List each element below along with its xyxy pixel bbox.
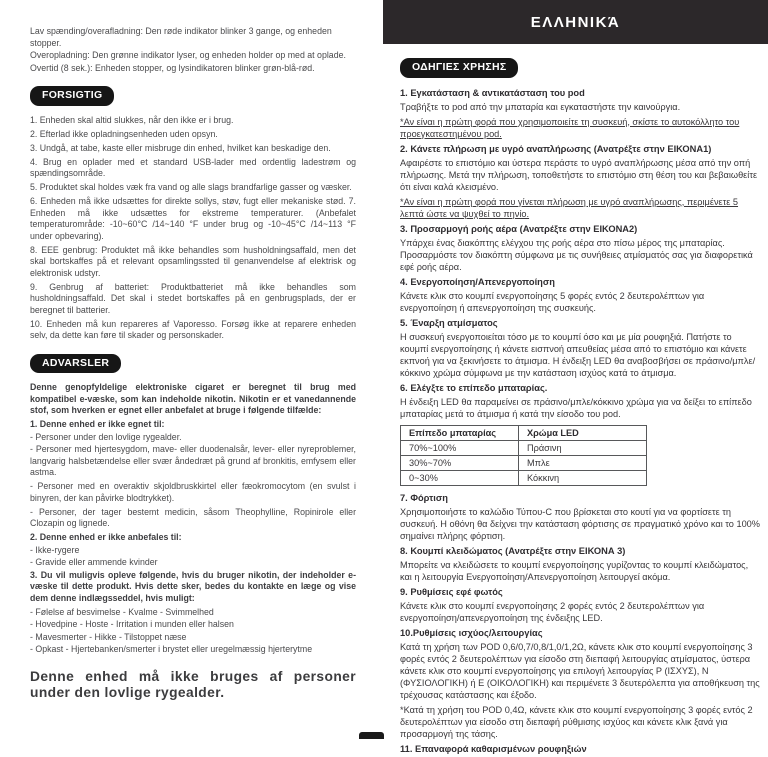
table-cell: Κόκκινη: [519, 470, 647, 485]
warning-list-item: - Personer under den lovlige rygealder.: [30, 431, 182, 442]
caution-item: 8. EEE genbrug: Produktet må ikke behandles som husholdningsaffald, men det skal bortskaffes på et relevant opsamlingssted til genanvendelse af elektrisk og elektronisk udstyr.: [30, 244, 356, 278]
greek-column: [383, 0, 768, 757]
table-row: [401, 470, 647, 485]
greek-content: [383, 44, 768, 755]
section-paragraph: Υπάρχει ένας διακόπτης ελέγχου της ροής αέρα στο πίσω μέρος της μπαταρίας. Προσαρμόστε τον διακόπτη σύμφωνα με τις συνήθειες ατμίσματός σας για διαφορετικά εφέ ροής αέρα.: [400, 237, 753, 272]
warnings-badge-row: [30, 353, 356, 374]
warning-list-item: - Følelse af besvimelse - Kvalme - Svimmelhed: [30, 606, 214, 617]
section-heading: 4. Ενεργοποίηση/Απενεργοποίηση: [400, 276, 555, 287]
section-note-underlined: *Αν είναι η πρώτη φορά που χρησιμοποιείτε τη συσκευή, σκίστε το αυτοκόλλητο του προεγκατεστημένου pod.: [400, 116, 740, 139]
warning-lead-paragraph: Denne genopfyldelige elektroniske cigaret er beregnet til brug med kompatibel e-væske, som kan indeholde nikotin. Nikotin er et vanedannende stof, som hverken er egnet eller anbefalet at bruge i følgende tilfælde:: [30, 382, 356, 415]
caution-badge: FORSIGTIG: [30, 86, 114, 106]
table-header-row: [401, 425, 647, 440]
section-paragraph: Τραβήξτε το pod από την μπαταρία και εγκαταστήστε την καινούργια.: [400, 101, 681, 112]
section-paragraph: Χρησιμοποιήστε το καλώδιο Τύπου-C που βρίσκεται στο κουτί για να φορτίσετε τη συσκευή. Η οθόνη θα δείχνει την κατάσταση φόρτισης σε πραγματικό χρόνο και το 100% σημαίνει πλήρης φόρτιση.: [400, 506, 760, 541]
warning-list-item: - Ikke-rygere: [30, 544, 80, 555]
section-heading: 6. Ελέγξτε το επίπεδο μπαταρίας.: [400, 382, 548, 393]
warning-list-item: - Gravide eller ammende kvinder: [30, 557, 158, 567]
table-header-cell: Χρώμα LED: [519, 425, 647, 440]
section-heading: 11. Επαναφορά καθαρισμένων ρουφηξιών: [400, 743, 587, 754]
section-heading: 9. Ρυθμίσεις εφέ φωτός: [400, 586, 503, 597]
warning-list-item: - Personer med en overaktiv skjoldbruskkirtel eller fæokromocytom (en svulst i binyren, der kan påvirke blodtrykket).: [30, 481, 356, 503]
section-paragraph: Κάνετε κλικ στο κουμπί ενεργοποίησης 5 φορές εντός 2 δευτερολέπτων για ενεργοποίηση ή απενεργοποίηση της συσκευής.: [400, 290, 705, 313]
table-cell: Πράσινη: [519, 440, 647, 455]
warning-list-item: - Personer med hjertesygdom, mave- eller duodenalsår, lever- eller nyreproblemer, langvarig halsbetændelse eller svær åndedræt på grund af bronkitis, emfysem eller astma.: [30, 444, 356, 477]
warning-subheading: 2. Denne enhed er ikke anbefales til:: [30, 532, 182, 542]
age-warning-statement: Denne enhed må ikke bruges af personer under den lovlige rygealder.: [30, 668, 356, 700]
section-heading: 8. Κουμπί κλειδώματος (Ανατρέξτε στην ΕΙΚΟΝΑ 3): [400, 545, 626, 556]
section-heading: 3. Προσαρμογή ροής αέρα (Ανατρέξτε στην ΕΙΚΟΝΑ2): [400, 223, 638, 234]
battery-led-table: [400, 425, 647, 486]
table-cell: 0~30%: [401, 470, 519, 485]
section-paragraph: Η συσκευή ενεργοποιείται τόσο με το κουμπί όσο και με μία ρουφηξιά. Πατήστε το κουμπί ενεργοποίησης ή κάνετε εισπνοή απευθείας μέσα από το επιστόμιο και κάνετε εκπνοή για να ξεκινήσετε το άτμισμα. Η ένδειξη LED θα αναβοσβήσει σε πράσινο/μπλε/κόκκινο χρώμα σύμφωνα με την κατάσταση ισχύος κατά το άτμισμα.: [400, 331, 756, 378]
section-note: *Κατά τη χρήση του POD 0,4Ω, κάνετε κλικ στο κουμπί ενεργοποίησης 3 φορές εντός 2 δευτερολέπτων για είσοδο στη διεπαφή ρύθμισης ισχύος και κάνετε κλικ ξανά για προσαρμογή της τάσης.: [400, 704, 753, 739]
warning-list-item: - Opkast - Hjertebanken/smerter i brystet eller uregelmæssig hjerterytme: [30, 644, 313, 654]
warning-list-item: - Personer, der tager bestemt medicin, såsom Theophylline, Ropinirole eller Clozapin og lignede.: [30, 506, 356, 528]
caution-item: 4. Brug en oplader med et standard USB-lader med ordentlig ladestrøm og spændingsområde.: [30, 156, 356, 178]
intro-paragraph: Overtid (8 sek.): Enheden stopper, og lysindikatoren blinker grøn-blå-rød.: [30, 62, 315, 73]
section-note-underlined: *Αν είναι η πρώτη φορά που γίνεται πλήρωση με υγρό αναπλήρωσης, περιμένετε 5 λεπτά ώστε να ψυχθεί το πηνίο.: [400, 196, 739, 219]
danish-column: [30, 26, 356, 702]
section-paragraph: Η ένδειξη LED θα παραμείνει σε πράσινο/μπλε/κόκκινο χρώμα για να δείξει το επίπεδο μπαταρίας μετά το άτμισμα ή κατά την είσοδο του pod.: [400, 396, 752, 419]
usage-instructions-badge: ΟΔΗΓΙΕΣ ΧΡΗΣΗΣ: [400, 58, 518, 78]
warning-list-item: - Hovedpine - Hoste - Irritation i munden eller halsen: [30, 619, 234, 629]
warnings-badge: ADVARSLER: [30, 354, 121, 374]
section-heading: 7. Φόρτιση: [400, 492, 448, 503]
caution-item: 3. Undgå, at tabe, kaste eller misbruge din enhed, hvilket kan beskadige den.: [30, 142, 331, 153]
caution-item: 5. Produktet skal holdes væk fra vand og alle slags brandfarlige gasser og væsker.: [30, 182, 352, 192]
section-paragraph: Μπορείτε να κλειδώσετε το κουμπί ενεργοποίησης γυρίζοντας το κουμπί κλειδώματος, και η λειτουργία Ενεργοποίηση/Απενεργοποίηση λειτουργεί ακόμα.: [400, 559, 749, 582]
warning-subheading: 3. Du vil muligvis opleve følgende, hvis du bruger nikotin, der indeholder e-væske til dette produkt. Hvis dette sker, bedes du kontakte en læge og vise dem denne indlægsseddel, hvis muligt:: [30, 569, 356, 603]
greek-language-header: [383, 0, 768, 44]
section-paragraph: Κατά τη χρήση των POD 0,6/0,7/0,8/1,0/1,2Ω, κάνετε κλικ στο κουμπί ενεργοποίησης 3 φορές εντός 2 δευτερολέπτων για είσοδο στη διεπαφή λειτουργίας ατμίσματος, ύστερα κάνετε κλικ στο κουμπί ενεργοποίησης για επιλογή λειτουργίας P (ΙΣΧΥΣ), N (ΦΥΣΙΟΛΟΓΙΚΗ) ή E (ΟΙΚΟΛΟΓΙΚΗ) και περιμένετε 3 δευτερόλεπτα για αποθήκευση της τρέχουσας κατάστασης και έξοδο.: [400, 641, 760, 700]
caution-item: 2. Efterlad ikke opladningsenheden uden opsyn.: [30, 128, 218, 139]
table-header-cell: Επίπεδο μπαταρίας: [401, 425, 519, 440]
caution-item: 1. Enheden skal altid slukkes, når den ikke er i brug.: [30, 114, 234, 125]
table-row: [401, 455, 647, 470]
intro-paragraph: Lav spænding/overafladning: Den røde indikator blinker 3 gange, og enheden stopper.: [30, 26, 332, 48]
section-heading: 1. Εγκατάσταση & αντικατάσταση του pod: [400, 87, 585, 98]
usage-badge-row: [400, 57, 762, 78]
table-cell: Μπλε: [519, 455, 647, 470]
section-heading: 2. Κάνετε πλήρωση με υγρό αναπλήρωσης (Ανατρέξτε στην ΕΙΚΟΝΑ1): [400, 143, 712, 154]
caution-item: 9. Genbrug af batteriet: Produktbatteriet må ikke behandles som husholdningsaffald. Det skal i stedet bortskaffes på en genbrugsplads, der er beregnet til batterier.: [30, 281, 356, 315]
language-title: ΕΛΛΗΝΙΚΆ: [530, 13, 621, 31]
caution-badge-row: [30, 85, 356, 106]
intro-paragraph: Overopladning: Den grønne indikator lyser, og enheden holder op med at oplade.: [30, 50, 346, 60]
section-heading: 5. Έναρξη ατμίσματος: [400, 317, 498, 328]
warning-subheading: 1. Denne enhed er ikke egnet til:: [30, 419, 165, 429]
section-paragraph: Κάνετε κλικ στο κουμπί ενεργοποίησης 2 φορές εντός 2 δευτερολέπτων για ενεργοποίηση/απενεργοποίηση της ένδειξης LED.: [400, 600, 705, 623]
section-paragraph: Αφαιρέστε το επιστόμιο και ύστερα περάστε το υγρό αναπλήρωσης μέσα από την οπή πλήρωσης. Μετά την πλήρωση, τοποθετήστε το επιστόμιο στη θέση του και βεβαιωθείτε ότι είναι καλά κλεισμένο.: [400, 157, 758, 192]
cutoff-black-mark: [359, 732, 384, 739]
caution-item: 6. Enheden må ikke udsættes for direkte sollys, støv, fugt eller mekaniske stød. 7. Enheden må ikke udsættes for ekstreme temperaturer. (Anbefalet temperaturområde: -10~60°C /14~140 °F under brug og -10~45°C /14~113 °F under opbevaring).: [30, 196, 356, 241]
table-cell: 70%~100%: [401, 440, 519, 455]
section-heading: 10.Ρυθμίσεις ισχύος/λειτουργίας: [400, 627, 543, 638]
warning-list-item: - Mavesmerter - Hikke - Tilstoppet næse: [30, 631, 187, 642]
table-cell: 30%~70%: [401, 455, 519, 470]
table-row: [401, 440, 647, 455]
caution-item: 10. Enheden må kun repareres af Vaporesso. Forsøg ikke at reparere enheden selv, da dette kan føre til skader og personskader.: [30, 318, 356, 340]
